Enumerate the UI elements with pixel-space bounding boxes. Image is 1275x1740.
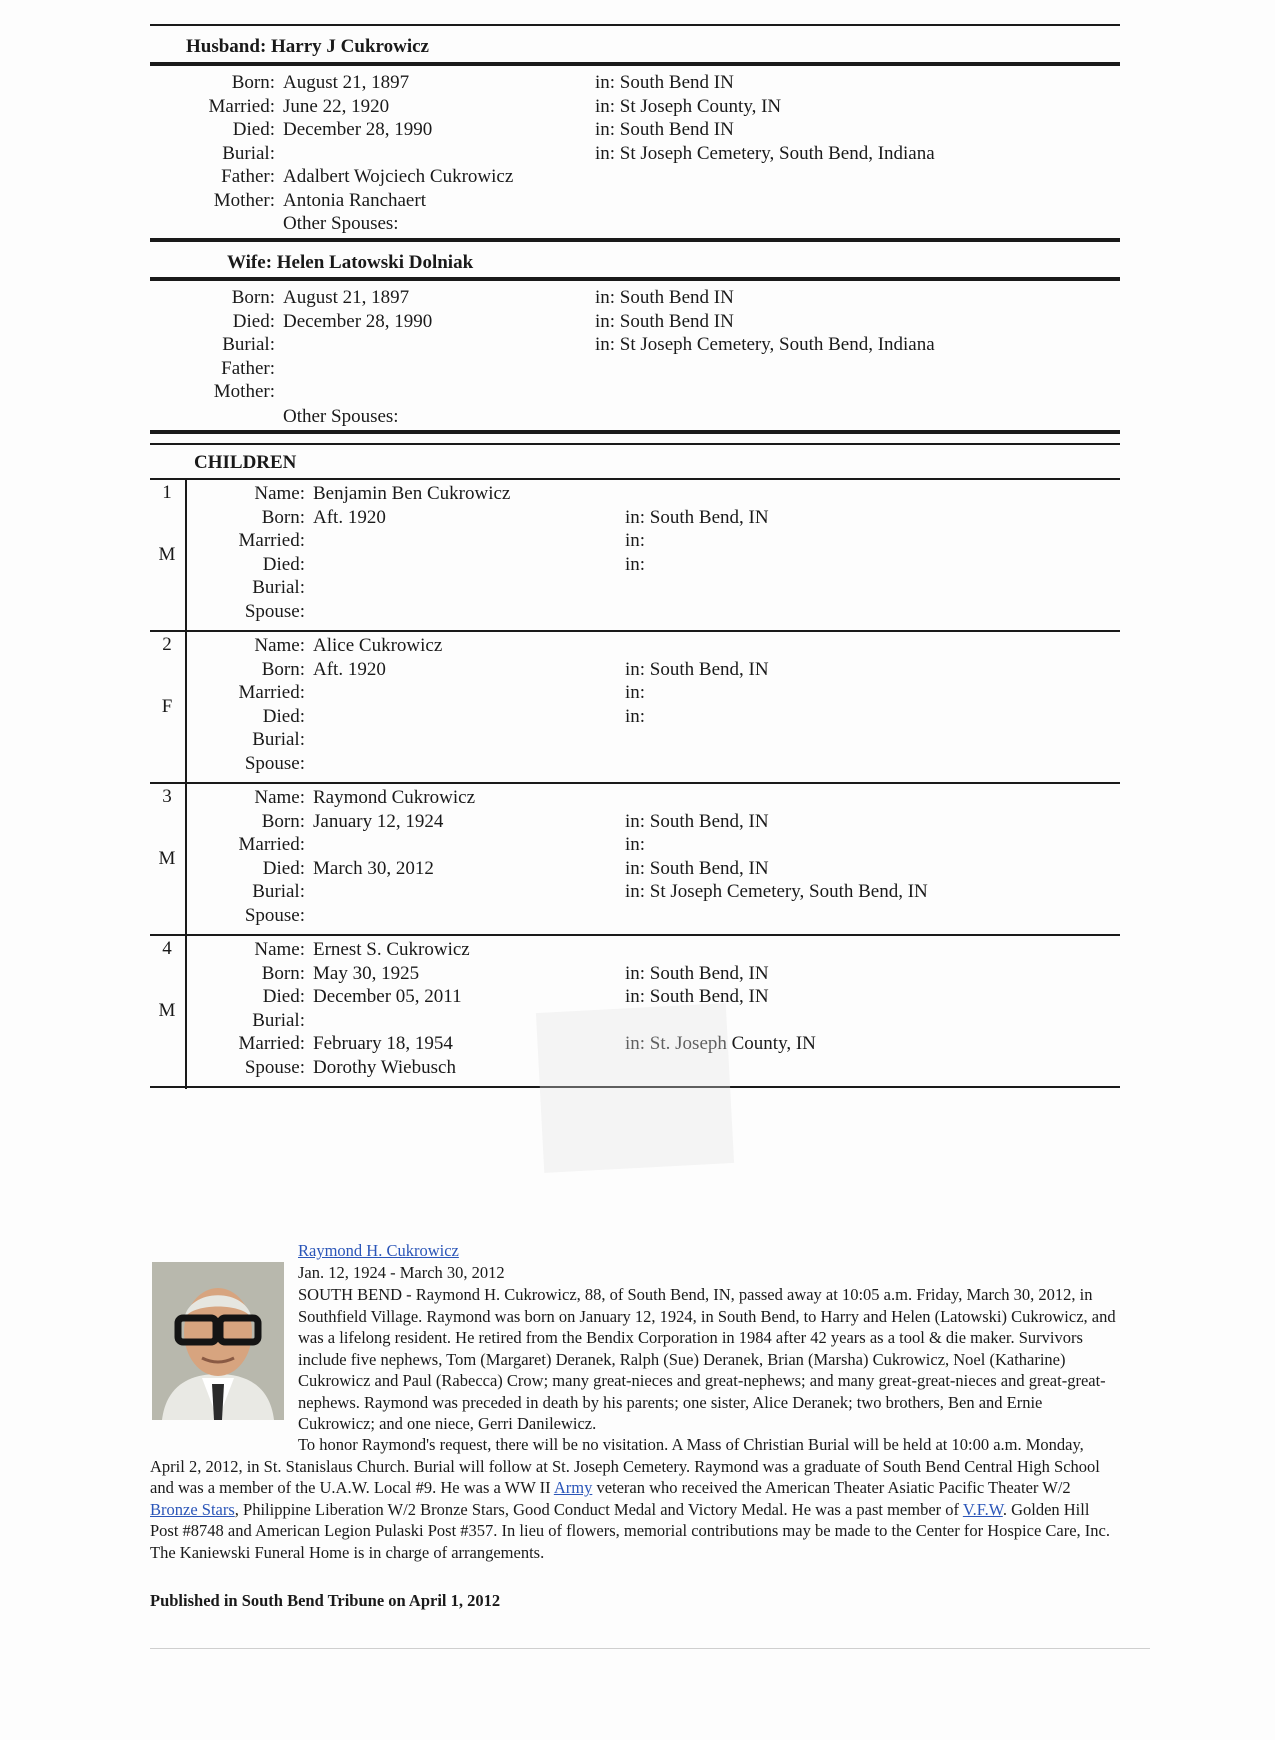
bronze-stars-link[interactable]: Bronze Stars	[150, 1499, 235, 1519]
children-header-rule	[150, 478, 1120, 480]
fact-place: in:	[625, 682, 646, 703]
portrait-photo	[152, 1262, 284, 1420]
fact-place: in: South Bend, IN	[625, 857, 769, 879]
obituary-text-b: veteran who received the American Theater Asiatic Pacific Theater W/2	[592, 1478, 1071, 1497]
wife-rule	[150, 277, 1120, 281]
fact-label: Born:	[261, 810, 305, 832]
top-rule	[150, 24, 1120, 26]
obituary-text-c: , Philippine Liberation W/2 Bronze Stars, Good Conduct Medal and Victory Medal. He was a past member of	[234, 1499, 963, 1519]
fact-label: Born:	[231, 287, 275, 308]
fact-value: Dorothy Wiebusch	[313, 1056, 456, 1078]
fact-label: Born:	[231, 72, 275, 93]
fact-label: Burial:	[222, 142, 275, 164]
fact-label: Spouse:	[244, 904, 305, 926]
fact-label: Died:	[262, 705, 305, 727]
obituary-name-link[interactable]	[298, 1240, 459, 1262]
fact-label: Died:	[262, 553, 305, 575]
husband-other-spouses: Other Spouses:	[283, 213, 399, 234]
child-divider	[150, 630, 1120, 632]
obituary-paragraph-2	[150, 1434, 1120, 1563]
fact-value: Antonia Ranchaert	[283, 189, 426, 211]
fact-value: January 12, 1924	[313, 810, 444, 832]
fact-value: December 28, 1990	[283, 310, 433, 332]
portrait-illustration	[152, 1262, 284, 1420]
fact-place: in: South Bend, IN	[625, 506, 769, 528]
child-divider	[150, 934, 1120, 936]
fact-label: Died:	[262, 986, 305, 1007]
fact-label: Burial:	[252, 881, 305, 902]
fact-value: March 30, 2012	[313, 857, 434, 879]
fact-value: Benjamin Ben Cukrowicz	[313, 483, 511, 504]
husband-name: Harry J Cukrowicz	[271, 36, 429, 57]
bottom-edge-line	[150, 1648, 1150, 1649]
obituary-dates: Jan. 12, 1924 - March 30, 2012	[298, 1263, 505, 1282]
fact-place: in: South Bend IN	[595, 72, 734, 93]
fact-label: Burial:	[222, 334, 275, 355]
fact-place: in: South Bend, IN	[625, 658, 769, 680]
fact-label: Married:	[208, 95, 275, 117]
fact-place: in: St Joseph Cemetery, South Bend, Indiana	[595, 142, 935, 164]
fact-label: Married:	[238, 834, 305, 855]
child-divider	[150, 782, 1120, 784]
fact-value: Adalbert Wojciech Cukrowicz	[283, 166, 514, 187]
children-top-rule	[150, 430, 1120, 434]
fact-label: Father:	[221, 357, 275, 379]
fact-value: Aft. 1920	[313, 506, 386, 528]
fact-label: Married:	[238, 682, 305, 703]
fact-value: Alice Cukrowicz	[313, 635, 443, 656]
fact-place: in: St Joseph Cemetery, South Bend, IN	[625, 881, 928, 902]
fact-label: Died:	[232, 310, 275, 332]
fact-value: August 21, 1897	[283, 72, 410, 93]
child-sex: M	[158, 848, 176, 869]
children-heading: CHILDREN	[194, 452, 297, 473]
fact-label: Died:	[262, 857, 305, 879]
child-number: 1	[162, 482, 172, 503]
fact-label: Mother:	[213, 189, 275, 211]
fact-label: Name:	[254, 635, 305, 656]
fact-label: Mother:	[213, 381, 275, 402]
fact-place: in: South Bend, IN	[625, 962, 769, 984]
fact-label: Burial:	[252, 577, 305, 598]
fact-place: in:	[625, 553, 646, 575]
child-sex: M	[158, 544, 176, 565]
fact-value: June 22, 1920	[283, 95, 390, 117]
fact-label: Name:	[254, 787, 305, 808]
fact-label: Spouse:	[244, 1056, 305, 1078]
fact-place: in: South Bend IN	[595, 119, 734, 140]
children-second-rule	[150, 443, 1120, 445]
fact-place: in: South Bend IN	[595, 310, 734, 332]
fact-value: August 21, 1897	[283, 287, 410, 308]
fact-label: Died:	[232, 119, 275, 140]
husband-heading	[186, 36, 429, 58]
wife-top-rule	[150, 238, 1120, 242]
fact-value: Ernest S. Cukrowicz	[313, 939, 470, 960]
child-number: 4	[162, 938, 172, 959]
fact-value: May 30, 1925	[313, 962, 420, 984]
fact-label: Father:	[221, 166, 275, 187]
fact-label: Burial:	[252, 729, 305, 750]
child-number: 2	[162, 634, 172, 655]
fact-label: Name:	[254, 483, 305, 504]
fact-place: in: St. Joseph County, IN	[625, 1033, 816, 1054]
obituary-name[interactable]: Raymond H. Cukrowicz	[298, 1241, 459, 1260]
fact-place: in: South Bend IN	[595, 287, 734, 308]
fact-place: in:	[625, 530, 646, 551]
fact-place: in:	[625, 705, 646, 727]
published-note: Published in South Bend Tribune on April 1, 2012	[150, 1591, 501, 1610]
fact-label: Burial:	[252, 1009, 305, 1031]
obituary-text-a: To honor Raymond's request, there will be no visitation. A Mass of Christian Burial will be held at 10:00 a.m. Monday, April 2, 2012, in St. Stanislaus Church. Burial will follow at St. Joseph Cemetery. Raymond was a graduate of South Bend Central High School and was a member of the U.A.W. Local #9. He was a WW II	[150, 1435, 1100, 1497]
wife-other-spouses: Other Spouses:	[283, 406, 399, 427]
vfw-link[interactable]: V.F.W	[962, 1499, 1003, 1519]
fact-label: Married:	[238, 530, 305, 551]
fact-label: Born:	[261, 962, 305, 984]
fact-place: in: South Bend, IN	[625, 810, 769, 832]
child-sex: M	[158, 1000, 176, 1021]
wife-heading	[227, 252, 473, 274]
fact-value: December 05, 2011	[313, 986, 462, 1007]
wife-name: Helen Latowski Dolniak	[276, 252, 474, 273]
tape-mark	[536, 1003, 734, 1173]
husband-rule	[150, 62, 1120, 66]
fact-label: Born:	[261, 658, 305, 680]
fact-label: Spouse:	[244, 752, 305, 774]
wife-heading-label: Wife:	[227, 252, 273, 273]
army-link[interactable]: Army	[553, 1478, 593, 1497]
child-number: 3	[162, 786, 172, 807]
fact-value: December 28, 1990	[283, 119, 433, 140]
husband-heading-label: Husband:	[186, 36, 267, 57]
fact-label: Married:	[238, 1033, 305, 1054]
obituary-text-d: . Golden Hill Post #8748 and American Legion Pulaski Post #357. In lieu of flowers, memorial contributions may be made to the Center for Hospice Care, Inc. The Kaniewski Funeral Home is in charge of arrangements.	[150, 1499, 1111, 1562]
fact-label: Spouse:	[244, 600, 305, 622]
fact-place: in:	[625, 834, 646, 855]
fact-place: in: St Joseph Cemetery, South Bend, Indiana	[595, 334, 935, 355]
child-sex: F	[161, 696, 173, 717]
fact-value: February 18, 1954	[313, 1033, 453, 1054]
fact-value: Aft. 1920	[313, 658, 386, 680]
fact-place: in: South Bend, IN	[625, 986, 769, 1007]
fact-value: Raymond Cukrowicz	[313, 787, 476, 808]
fact-place: in: St Joseph County, IN	[595, 95, 782, 117]
fact-label: Born:	[261, 506, 305, 528]
obituary-paragraph-1: SOUTH BEND - Raymond H. Cukrowicz, 88, of South Bend, IN, passed away at 10:05 a.m. Friday, March 30, 2012, in Southfield Village. Raymond was born on January 12, 1924, in South Bend, to Harry and Helen (Latowski) Cukrowicz, and was a lifelong resident. He retired from the Bendix Corporation in 1984 after 42 years as a tool & die maker. Survivors include five nephews, Tom (Margaret) Deranek, Ralph (Sue) Deranek, Brian (Marsha) Cukrowicz, Noel (Katharine) Cukrowicz and Paul (Rabecca) Crow; many great-nieces and great-nephews; and many great-great-nieces and great-great-nephews. Raymond was preceded in death by his parents; one sister, Alice Deranek; two brothers, Ben and Ernie Cukrowicz; and one niece, Gerri Danilewicz.	[298, 1285, 1116, 1433]
fact-label: Name:	[254, 939, 305, 960]
